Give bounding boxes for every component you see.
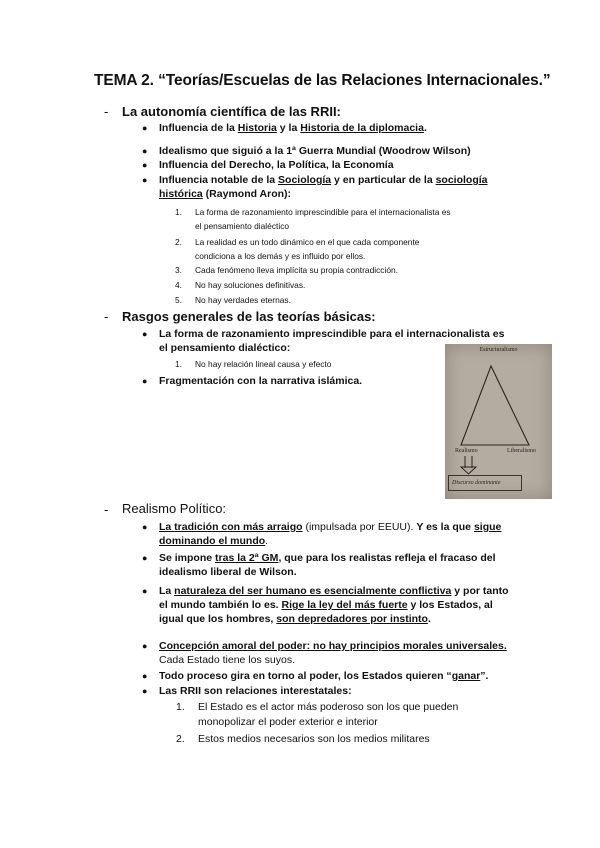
list-item: ● Influencia del Derecho, la Política, la Economía — [142, 159, 394, 171]
bullet-icon: ● — [142, 553, 148, 563]
section-dash: - — [104, 104, 109, 119]
diagram-label-right: Liberalismo — [507, 448, 536, 454]
numbered-item: 2. La realidad es un todo dinámico en el que cada componente condiciona a los demás y es influido por ellos. — [175, 237, 420, 261]
list-item: ● La naturaleza del ser humano es esencialmente conflictiva y por tanto el mundo también lo es. Rige la ley del más fuerte y los Estados, al igual que los hombres, son depredadores por instinto. — [142, 585, 509, 625]
section-dash: - — [104, 309, 109, 324]
numbered-item: 2. Estos medios necesarios son los medios militares — [176, 733, 430, 745]
numbered-item: 1. El Estado es el actor más poderoso son los que pueden monopolizar el poder exterior e interior — [176, 701, 459, 728]
list-item: ● Concepción amoral del poder: no hay principios morales universales. Cada Estado tiene los suyos. — [142, 640, 507, 666]
list-item: ● Todo proceso gira en torno al poder, los Estados quieren “ganar”. — [142, 670, 489, 682]
list-item: ● La tradición con más arraigo (impulsada por EEUU). Y es la que sigue dominando el mundo. — [142, 521, 502, 547]
bullet-icon: ● — [142, 376, 148, 386]
list-item: ● Fragmentación con la narrativa islámica. — [142, 375, 363, 387]
section-heading-rasgos: Rasgos generales de las teorías básicas: — [122, 309, 376, 324]
numbered-item: 1. No hay relación lineal causa y efecto — [175, 359, 332, 369]
numbered-item: 3. Cada fenómeno lleva implícita su propia contradicción. — [175, 265, 398, 275]
list-item: ● La forma de razonamiento imprescindible para el internacionalista es el pensamiento dialéctico: — [142, 328, 505, 354]
list-item: ● Idealismo que siguió a la 1ª Guerra Mundial (Woodrow Wilson) — [142, 145, 471, 157]
section-heading-realismo: Realismo Político: — [122, 501, 227, 516]
bullet-icon: ● — [142, 641, 148, 651]
list-item: ● Influencia notable de la Sociología y en particular de la sociología histórica (Raymond Aron): — [142, 174, 488, 200]
bullet-icon: ● — [142, 522, 148, 532]
bullet-icon: ● — [142, 146, 148, 156]
bullet-icon: ● — [142, 175, 148, 185]
bullet-icon: ● — [142, 123, 148, 133]
bullet-icon: ● — [142, 686, 148, 696]
numbered-item: 5. No hay verdades eternas. — [175, 295, 291, 305]
diagram-label-top: Estructuralismo — [479, 347, 518, 353]
section-dash: - — [104, 502, 109, 517]
bullet-icon: ● — [142, 329, 148, 339]
numbered-item: 1. La forma de razonamiento imprescindible para el internacionalista es el pensamiento dialéctico — [175, 207, 451, 231]
list-item: ● Las RRII son relaciones interestatales: — [142, 685, 352, 697]
triangle-diagram-photo — [445, 344, 552, 499]
diagram-label-left: Realismo — [455, 448, 478, 454]
page-title: TEMA 2. “Teorías/Escuelas de las Relaciones Internacionales.” — [94, 72, 551, 89]
section-heading-autonomia: La autonomía científica de las RRII: — [122, 104, 341, 119]
numbered-item: 4. No hay soluciones definitivas. — [175, 280, 306, 290]
bullet-icon: ● — [142, 586, 148, 596]
bullet-icon: ● — [142, 671, 148, 681]
diagram-label-box: Discurso dominante — [448, 475, 522, 491]
list-item: ● Influencia de la Historia y la Historia de la diplomacia. — [142, 122, 427, 134]
bullet-icon: ● — [142, 160, 148, 170]
list-item: ● Se impone tras la 2ª GM, que para los realistas refleja el fracaso del idealismo liberal de Wilson. — [142, 552, 496, 578]
